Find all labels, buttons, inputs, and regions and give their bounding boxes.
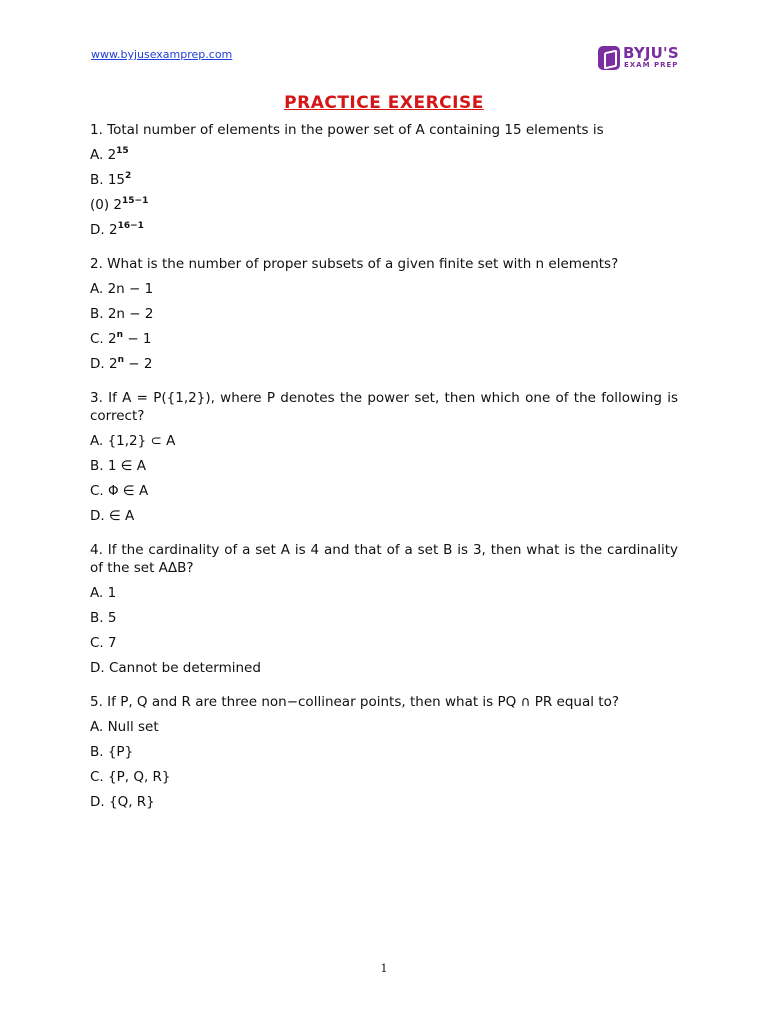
option-b: B. {P} [90,744,134,760]
option-b: B. $15^2$ [90,171,132,188]
byjus-exam-prep-logo [598,44,682,74]
question-4 [90,541,678,677]
option-b: B. 2n − 2 [90,306,154,322]
question-text: 2. What is the number of proper subsets of a given finite set with n elements? [90,256,619,272]
option-c: (0) $2^{15-1}$ [90,196,149,213]
logo-subtitle: EXAM PREP [624,61,679,69]
option-c: C. 7 [90,635,117,651]
option-d: D. {Q, R} [90,794,155,810]
website-link[interactable]: www.byjusexamprep.com [91,48,233,61]
option-c: C. {P, Q, R} [90,769,171,785]
option-d: D. Cannot be determined [90,660,261,676]
question-2 [90,255,678,373]
logo-brand: BYJU'S [623,44,679,62]
option-d: D. $2^{16-1}$ [90,221,144,238]
question-list [90,121,678,827]
question-text: 5. If P, Q and R are three non−collinear points, then what is PQ ∩ PR equal to? [90,694,620,710]
option-d: D. ∈ A [90,508,135,524]
option-d: D. $2^n - 2$ [90,355,153,372]
page-title: PRACTICE EXERCISE [284,93,484,113]
tablet-icon [598,46,620,70]
option-b: B. 1 ∈ A [90,458,147,474]
option-a: A. $2^{15}$ [90,146,129,163]
question-text: 1. Total number of elements in the power set of A containing 15 elements is [90,122,604,138]
option-a: A. {1,2} ⊂ A [90,433,176,449]
option-c: C. Φ ∈ A [90,483,149,499]
option-a: A. 1 [90,585,117,601]
option-c: C. $2^n - 1$ [90,330,152,347]
question-3 [90,389,678,525]
option-a: A. Null set [90,719,159,735]
question-text: 3. If A = P({1,2}), where P denotes the power set, then which one of the following is correct? [90,390,678,424]
question-5 [90,693,678,811]
question-text: 4. If the cardinality of a set A is 4 and that of a set B is 3, then what is the cardinality of the set AΔB? [90,542,678,576]
page-number: 1 [380,962,388,975]
question-1 [90,121,678,239]
option-b: B. 5 [90,610,117,626]
option-a: A. 2n − 1 [90,281,154,297]
